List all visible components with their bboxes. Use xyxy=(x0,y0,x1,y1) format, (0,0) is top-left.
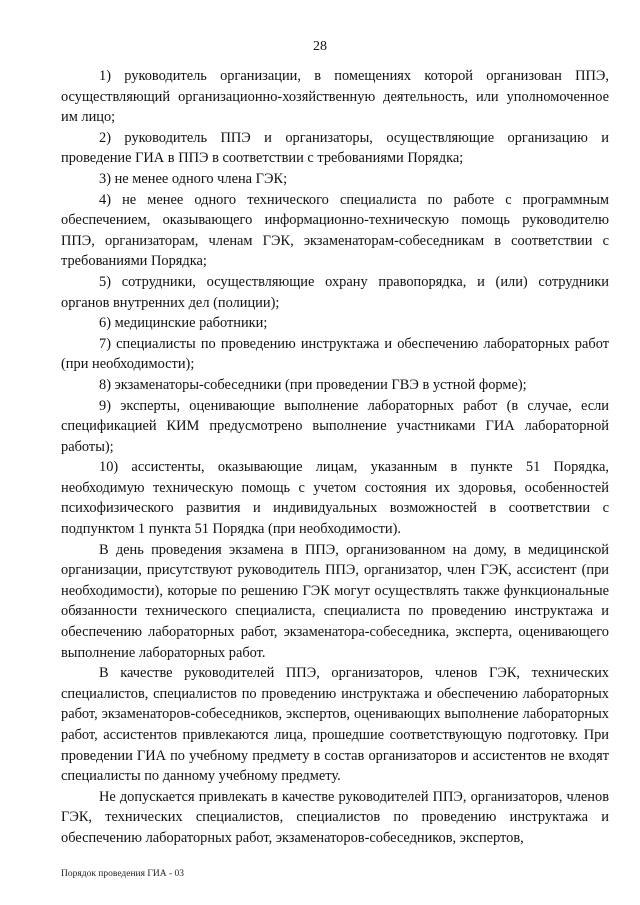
paragraph-item-7: 7) специалисты по проведению инструктажа и обеспечению лабораторных работ (при необходимости); xyxy=(61,335,609,373)
paragraph-item-2: 2) руководитель ППЭ и организаторы, осуществляющие организацию и проведение ГИА в ППЭ в соответствии с требованиями Порядка; xyxy=(61,129,609,167)
paragraph-staff-qualification: В качестве руководителей ППЭ, организаторов, членов ГЭК, технических специалистов, специалистов по проведению инструктажа и обеспечению лабораторных работ, экзаменаторов-собеседников, экспертов, оценивающих выполнение лабораторных работ, ассистентов привлекаются лица, прошедшие соответствующую подготовку. При проведении ГИА по учебному предмету в состав организаторов и ассистентов не входят специалисты по данному учебному предмету. xyxy=(61,665,609,785)
paragraph-item-5: 5) сотрудники, осуществляющие охрану правопорядка, и (или) сотрудники органов внутренних дел (полиции); xyxy=(61,273,609,311)
paragraph-home-exam: В день проведения экзамена в ППЭ, организованном на дому, в медицинской организации, присутствуют руководитель ППЭ, организатор, член ГЭК, ассистент (при необходимости), которые по решению ГЭК могут осуществлять также функциональные обязанности технического специалиста, специалиста по проведению инструктажа и обеспечению лабораторных работ, экзаменатора-собеседника, эксперта, оценивающего выполнение лабораторных работ. xyxy=(61,541,609,661)
paragraph-item-3: 3) не менее одного члена ГЭК; xyxy=(99,170,288,187)
paragraph-item-10: 10) ассистенты, оказывающие лицам, указанным в пункте 51 Порядка, необходимую техническую помощь с учетом состояния их здоровья, особенностей психофизического развития и индивидуальных возможностей в соответствии с подпунктом 1 пункта 51 Порядка (при необходимости). xyxy=(61,459,609,538)
paragraph-item-6: 6) медицинские работники; xyxy=(99,315,268,332)
page-number: 28 xyxy=(313,39,327,54)
page-footer: Порядок проведения ГИА - 03 xyxy=(61,869,184,879)
paragraph-item-8: 8) экзаменаторы-собеседники (при проведении ГВЭ в устной форме); xyxy=(99,376,527,393)
paragraph-item-4: 4) не менее одного технического специалиста по работе с программным обеспечением, оказывающего информационно-техническую помощь руководителю ППЭ, организаторам, членам ГЭК, экзаменаторам-собеседникам в соответствии с требованиями Порядка; xyxy=(61,191,609,270)
document-body xyxy=(61,66,609,849)
paragraph-item-1: 1) руководитель организации, в помещениях которой организован ППЭ, осуществляющий организационно-хозяйственную деятельность, или уполномоченное им лицо; xyxy=(61,68,609,126)
paragraph-item-9: 9) эксперты, оценивающие выполнение лабораторных работ (в случае, если спецификацией КИМ предусмотрено выполнение участниками ГИА лабораторной работы); xyxy=(61,397,609,455)
paragraph-prohibition: Не допускается привлекать в качестве руководителей ППЭ, организаторов, членов ГЭК, технических специалистов, специалистов по проведению инструктажа и обеспечению лабораторных работ, экзаменаторов-собеседников, экспертов, xyxy=(61,788,609,846)
